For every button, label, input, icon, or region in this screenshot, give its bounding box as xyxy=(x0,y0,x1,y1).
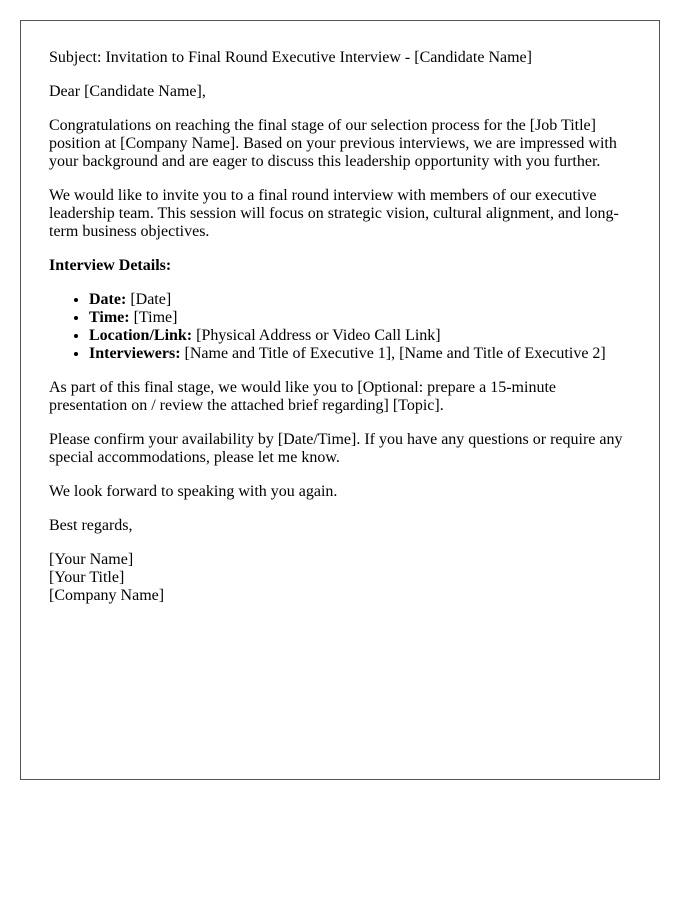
detail-location xyxy=(89,327,631,345)
details-list xyxy=(49,291,631,363)
detail-value: [Date] xyxy=(126,291,172,308)
subject-line: Subject: Invitation to Final Round Executive Interview - [Candidate Name] xyxy=(49,49,532,66)
paragraph-lookforward: We look forward to speaking with you again. xyxy=(49,483,338,500)
detail-time xyxy=(89,309,631,327)
paragraph-confirm: Please confirm your availability by [Date/Time]. If you have any questions or require any special accommodations, please let me know. xyxy=(49,431,623,466)
paragraph-intro: Congratulations on reaching the final stage of our selection process for the [Job Title] position at [Company Name]. Based on your previous interviews, we are impressed with your background and are eager to discuss this leadership opportunity with you further. xyxy=(49,117,617,170)
detail-value: [Time] xyxy=(129,309,178,326)
detail-label: Interviewers: xyxy=(89,345,181,362)
letter-container xyxy=(20,20,660,780)
detail-value: [Name and Title of Executive 1], [Name and Title of Executive 2] xyxy=(180,345,606,362)
detail-value: [Physical Address or Video Call Link] xyxy=(192,327,441,344)
detail-label: Location/Link: xyxy=(89,327,193,344)
detail-date xyxy=(89,291,631,309)
detail-label: Date: xyxy=(89,291,127,308)
paragraph-presentation: As part of this final stage, we would like you to [Optional: prepare a 15-minute presentation on / review the attached brief regarding] [Topic]. xyxy=(49,379,556,414)
closing: Best regards, xyxy=(49,517,133,534)
paragraph-invite: We would like to invite you to a final round interview with members of our executive leadership team. This session will focus on strategic vision, cultural alignment, and long-term business objectives. xyxy=(49,187,619,240)
signature-company: [Company Name] xyxy=(49,587,165,604)
signature-block xyxy=(49,551,631,605)
greeting: Dear [Candidate Name], xyxy=(49,83,206,100)
signature-name: [Your Name] xyxy=(49,551,134,568)
detail-label: Time: xyxy=(89,309,130,326)
detail-interviewers xyxy=(89,345,631,363)
signature-title: [Your Title] xyxy=(49,569,125,586)
details-heading: Interview Details: xyxy=(49,257,172,274)
